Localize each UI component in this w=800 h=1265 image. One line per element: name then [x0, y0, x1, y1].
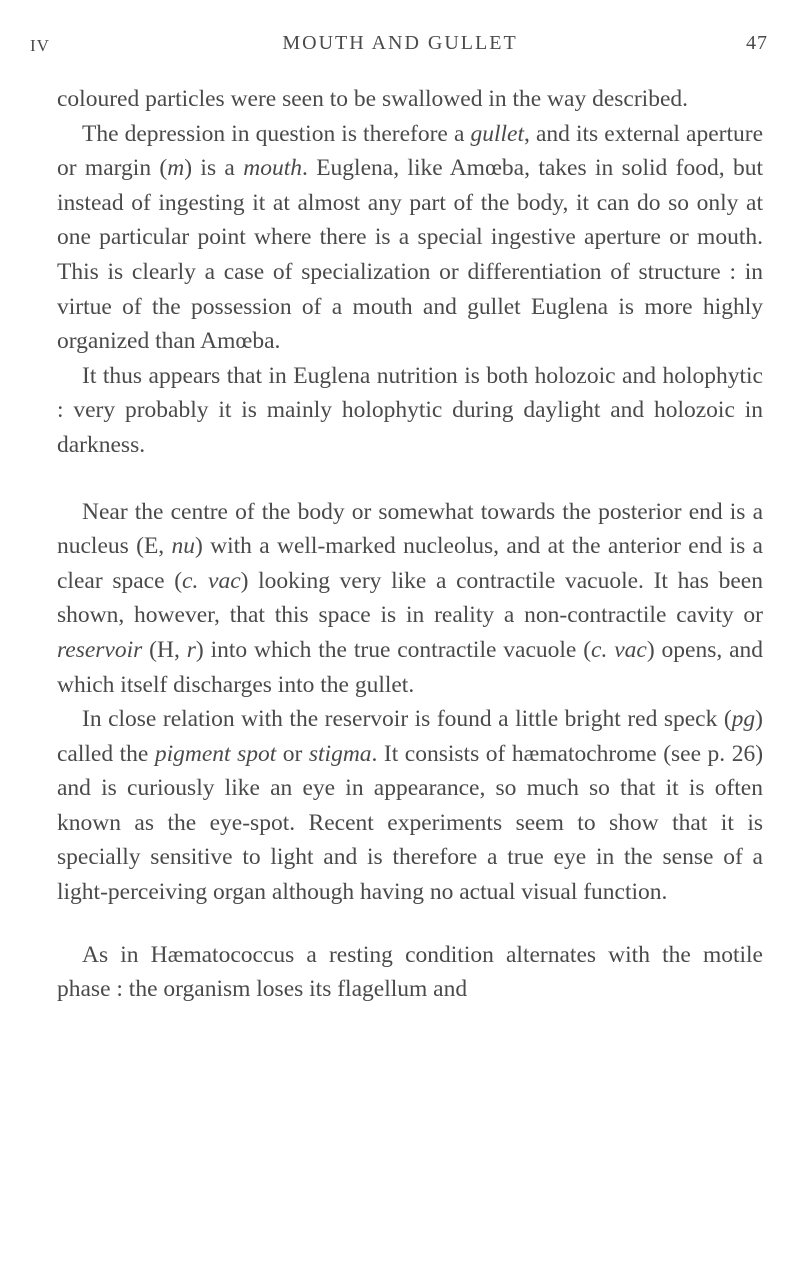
figure-ref: c. vac — [182, 567, 241, 594]
term-gullet: gullet — [470, 120, 524, 147]
paragraph-4: Near the centre of the body or somewhat towards the posterior end is a nucleus (E, nu) with a well-marked nucleolus, and at the anterior end is a clear space (c. vac) looking very like a contractile vacuole. It has been shown, however, that this space is in reality a non-contractile cavity or reservoir (H, r) into which the true contractile vacuole (c. vac) opens, and which itself discharges into the gullet. — [57, 498, 764, 698]
figure-ref: m — [167, 155, 185, 182]
figure-ref: E — [143, 533, 159, 560]
figure-ref: c. vac — [591, 636, 647, 663]
paragraph-3: It thus appears that in Euglena nutrition is both holozoic and holophytic : very probably it is mainly holophytic during daylight and holozoic in darkness. — [57, 362, 763, 458]
paragraph-1: coloured particles were seen to be swallowed in the way described. — [57, 86, 689, 112]
figure-ref: H — [156, 636, 174, 663]
figure-ref: nu — [171, 533, 195, 560]
term-pigment-spot: pigment spot — [154, 740, 277, 767]
paragraph-2: The depression in question is therefore a gullet, and its external aperture or margin (m) is a mouth. Euglena, like Amœba, takes in solid food, but instead of ingesting it at almost any part of the body, it can do so only at one particular point where there is a special ingestive aperture or mouth. This is clearly a case of specialization or differentiation of structure : in virtue of the possession of a mouth and gullet Euglena is more highly organized than Amœba. — [57, 120, 764, 355]
chapter-number: IV — [30, 36, 50, 55]
page-header — [0, 28, 800, 68]
term-mouth: mouth — [243, 155, 302, 182]
term-stigma: stigma — [308, 740, 372, 767]
body-text — [57, 82, 763, 1007]
figure-ref: pg — [731, 706, 756, 733]
paragraph-6: As in Hæmatococcus a resting condition alternates with the motile phase : the organism loses its flagellum and — [57, 941, 763, 1003]
term-reservoir: reservoir — [57, 636, 143, 663]
running-title: MOUTH AND GULLET — [282, 32, 518, 54]
paragraph-5: In close relation with the reservoir is found a little bright red speck (pg) called the pigment spot or stigma. It consists of hæmatochrome (see p. 26) and is curiously like an eye in appearance, so much so that it is often known as the eye-spot. Recent experiments seem to show that it is specially sensitive to light and is therefore a true eye in the sense of a light-perceiving organ although having no actual visual function. — [57, 706, 764, 906]
figure-ref: r — [186, 636, 196, 663]
page-number: 47 — [746, 32, 768, 54]
